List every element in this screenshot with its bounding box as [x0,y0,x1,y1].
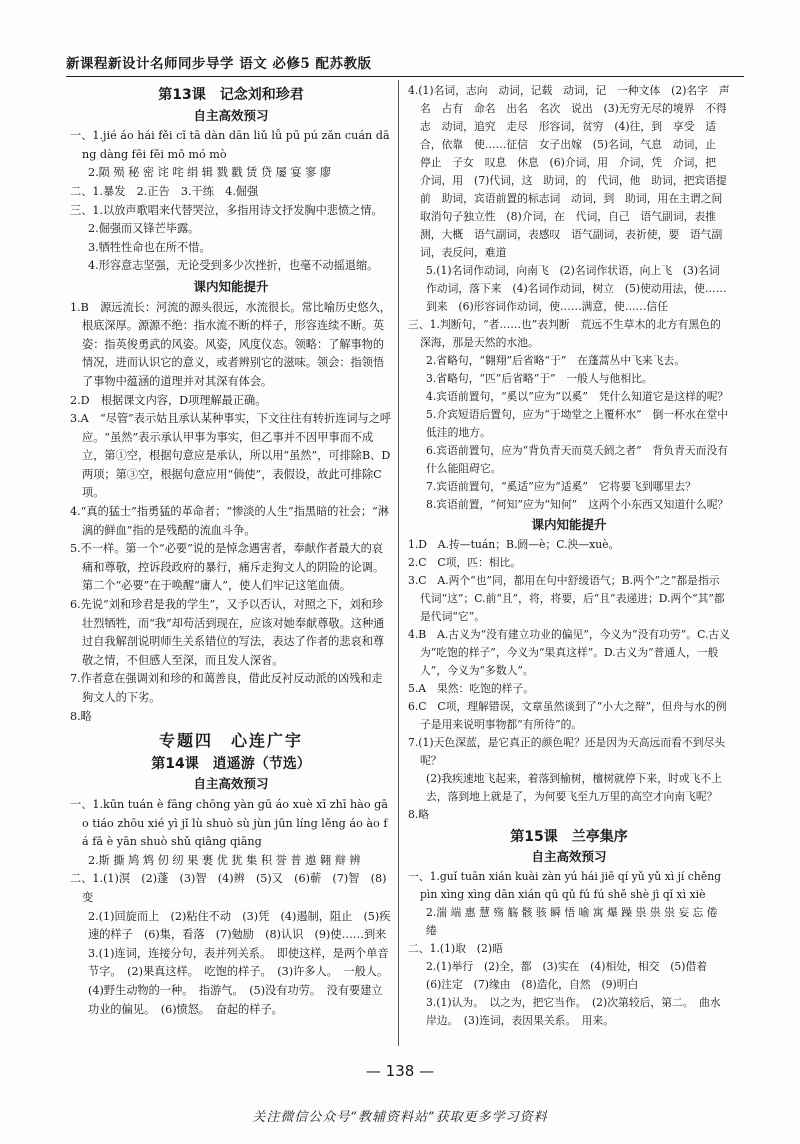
answer-item: 5.(1)名词作动词，向南飞 (2)名词作状语，向上飞 (3)名词作动词，落下来 (4)名词作动词，树立 (5)使动用法，使……到来 (6)形容词作动词，使……满意，使……信任 [426,264,727,313]
answer-item: 3.牺牲性命也在所不惜。 [88,240,211,254]
answer-item: 6.C C项，理解错误，文章虽然谈到了“小大之辩”，但舟与水的例子是用来说明事物都“有所待”的。 [408,700,727,731]
answer-item: 5.A 果然：吃饱的样子。 [408,682,535,695]
answer-item: 一、1.kūn tuán è fāng chōng yàn gū áo xuè xī zhī hào gāo tiáo zhōu xié yì jǐ lù shuò sù jùn jūn líng lěng áo ào fá fā è yān shuò shǔ qiāng qiāng [70,797,388,849]
answer-item: 2.陨 殒 秘 密 诧 咤 绢 辑 戮 戳 赁 贷 屡 宴 寥 廖 [88,166,332,180]
answer-item: 8.略 [408,808,430,821]
answer-item: 2.D 根据课文内容，D项理解最正确。 [70,393,267,407]
right-column [408,82,730,1030]
answer-item: 2.省略句，“翱翔”后省略“于” 在蓬蒿丛中飞来飞去。 [426,354,686,367]
answer-item: 二、1.暴发 2.正告 3.干练 4.倔强 [70,184,259,198]
answer-item: 8.略 [70,709,92,723]
section-heading: 自主高效预习 [531,849,607,864]
topic-heading: 专题四 心连广宇 [158,731,303,751]
left-column [70,82,392,1019]
answer-item: 3.(1)连词，连接分句，表并列关系。 即使这样，是两个单音节字。 (2)果真这样。 吃饱的样子。 (3)许多人。 一般人。 (4)野生动物的一种。 指游气。 (5)没有功劳。 没有要建立功业的偏见。 (6)愤怒。 奋起的样子。 [88,946,394,1016]
page-number: — 138 — [365,1062,435,1080]
footer-note: 关注微信公众号“教辅资料站”获取更多学习资料 [252,1110,548,1125]
answer-item: 6.先说“刘和珍君是我的学生”，又予以否认，对照之下，刘和珍壮烈牺牲，而“我”却苟活到现在，应该对她奉献尊敬。这种通过自我解剖说明师生关系错位的写法，表达了作者的悲哀和尊敬之情，不但感人至深，而且发人深省。 [70,598,385,667]
answer-item: 4.“真的猛士”指勇猛的革命者；“惨淡的人生”指黑暗的社会；“淋漓的鲜血”指的是残酷的流血斗争。 [70,505,389,537]
answer-item: 4.B A.古义为“没有建立功业的偏见”，今义为“没有功劳”。C.古义为“吃饱的样子”，今义为“果真这样”。D.古义为“普通人，一般人”，今义为“多数人”。 [408,628,730,677]
answer-item: (2)我疾速地飞起来，着落到榆树，檀树就停下来，时或飞不上去，落到地上就是了，为何要飞至九万里的高空才向南飞呢？ [426,772,723,803]
running-header: 新课程新设计名师同步导学 语文 必修5 配苏教版 [66,52,744,77]
answer-item: 5.不一样。第一个“必要”说的是悼念遇害者，奉献作者最大的哀痛和尊敬，控诉段政府的暴行，痛斥走狗文人的阴险的论调。第二个“必要”在于唤醒“庸人”，使人们牢记这笔血债。 [70,542,385,593]
section-heading: 课内知能提升 [193,278,269,294]
answer-item: 3.A “尽管”表示姑且承认某种事实，下文往往有转折连词与之呼应。“虽然”表示承认甲事为事实，但乙事并不因甲事而不成立，第①空，根据句意应是承认，所以用“虽然”，可排除B、D两项；第③空，根据句意应用“倘使”，表假设，故此可排除C项。 [70,412,392,500]
answer-item: 4.(1)名词，志向 动词，记载 动词，记 一种文体 (2)名字 声名 占有 命名 出名 名次 说出 (3)无穷无尽的境界 不得志 动词，追究 走尽 形容词，贫穷 (4)往，到 享受 适合，依靠 使……征信 女子出嫁 (5)名词，气息 动词，止 停止 子女 叹息 休息 (6)介词，用 介词，凭 介词，把 介词，用 (7)代词，这 助词，的 代词，他 助词，把宾语提前 助词，宾语前置的标志词 动词，到 助词，用在主谓之间取消句子独立性 (8)介词，在 代词，自己 语气副词，表推测，大概 语气副词，表感叹 语气副词，表祈使，要 语气副词，表反问，难道 [408,84,730,259]
page-number-value: 138 [385,1062,415,1080]
answer-item: 2.斯 撕 鸠 鸩 仞 纫 果 裹 优 犹 集 积 誉 普 遨 翱 辩 辨 [88,853,361,867]
answer-item: 2.(1)举行 (2)全，都 (3)实在 (4)相处，相交 (5)借着 (6)注定 (7)缘由 (8)造化，自然 (9)明白 [426,960,718,991]
lesson-heading: 第15课 兰亭集序 [510,829,628,845]
answer-item: 三、1.以放声歌唱来代替哭泣，多指用诗文抒发胸中悲愤之情。 [70,203,383,217]
answer-item: 1.D A.抟—tuán；B.阏—è；C.泱—xuè。 [408,538,620,551]
answer-item: 一、1.guǐ tuān xián kuài zàn yú hái jiē qí yǔ yǔ xì jí chěng pìn xìng xìng dān xián qū qǔ fú fú shě shè jì qǐ xì xiè [408,870,722,901]
answer-item: 7.宾语前置句，“奚适”应为“适奚” 它将要飞到哪里去？ [426,480,696,493]
answer-item: 一、1.jié áo hái fěi cǐ tā dàn dān liǔ lǚ pū pú zǎn cuán dāng dàng fēi fěi mō mó mò [70,129,390,161]
section-heading: 自主高效预习 [193,776,269,792]
answer-item: 7.作者意在强调刘和珍的和蔼善良，借此反衬反动派的凶残和走狗文人的下劣。 [70,672,383,704]
answer-item: 1.B 源远流长：河流的源头很远，水流很长。常比喻历史悠久，根底深厚。源源不绝：指水流不断的样子，形容连续不断。英姿：指英俊勇武的风姿。风姿，风度仪态。领略：了解事物的情况，进而认识它的意义，或者辨别它的滋味。领会：指领悟了事物中蕴涵的道理并对其深有体会。 [70,300,391,388]
section-heading: 自主高效预习 [193,107,269,123]
answer-item: 3.(1)认为。 以之为，把它当作。 (2)次第较后，第二。 曲水岸边。 (3)连词，表因果关系。 用来。 [426,996,721,1027]
answer-item: 3.省略句，“匹”后省略“于” 一般人与他相比。 [426,372,653,385]
answer-item: 4.宾语前置句，“奚以”应为“以奚” 凭什么知道它是这样的呢？ [426,390,729,403]
answer-item: 2.(1)回旋而上 (2)粘住不动 (3)凭 (4)遏制，阻止 (5)疾速的样子 (6)集，看落 (7)勉励 (8)认识 (9)使……到来 [88,909,391,942]
column-divider [398,80,399,1046]
answer-item: 3.C A.两个“也”同，都用在句中舒缓语气；B.两个“之”都是指示代词“这”；C.前“且”，将，将要，后“且”表递进；D.两个“其”都是代词“它”。 [408,574,725,623]
answer-item: 6.宾语前置句，应为“背负青天而莫夭阏之者” 背负青天而没有什么能阻碍它。 [426,444,729,475]
answer-item: 2.倔强而又锋芒毕露。 [88,222,200,236]
answer-item: 8.宾语前置，“何知”应为“知何” 这两个小东西又知道什么呢？ [426,498,729,511]
answer-item: 7.(1)天色深蓝，是它真正的颜色呢？还是因为天高远而看不到尽头呢？ [408,736,726,767]
section-heading: 课内知能提升 [531,517,607,532]
answer-item: 二、1.(1)溟 (2)蓬 (3)智 (4)辨 (5)又 (6)蕲 (7)智 (8)变 [70,872,387,904]
answer-item: 三、1.判断句，“者……也”表判断 荒远不生草木的北方有黑色的深海，那是天然的水池。 [408,318,721,349]
answer-item: 4.形容意志坚强，无论受到多少次挫折，也毫不动摇退缩。 [88,259,379,273]
answer-item: 2.C C项，匹：相比。 [408,556,522,569]
lesson-heading: 第13课 记念刘和珍君 [158,87,304,103]
answer-item: 5.介宾短语后置句，应为“于坳堂之上覆杯水” 倒一杯水在堂中低洼的地方。 [426,408,729,439]
answer-item: 二、1.(1)取 (2)晤 [408,942,503,955]
answer-item: 2.湍 端 惠 慧 殇 觞 骸 骇 瞬 悟 喻 寓 爆 躁 祟 祟 祟 妄 忘 倦 绻 [426,906,718,937]
lesson-heading: 第14课 逍遥游（节选） [151,755,311,772]
